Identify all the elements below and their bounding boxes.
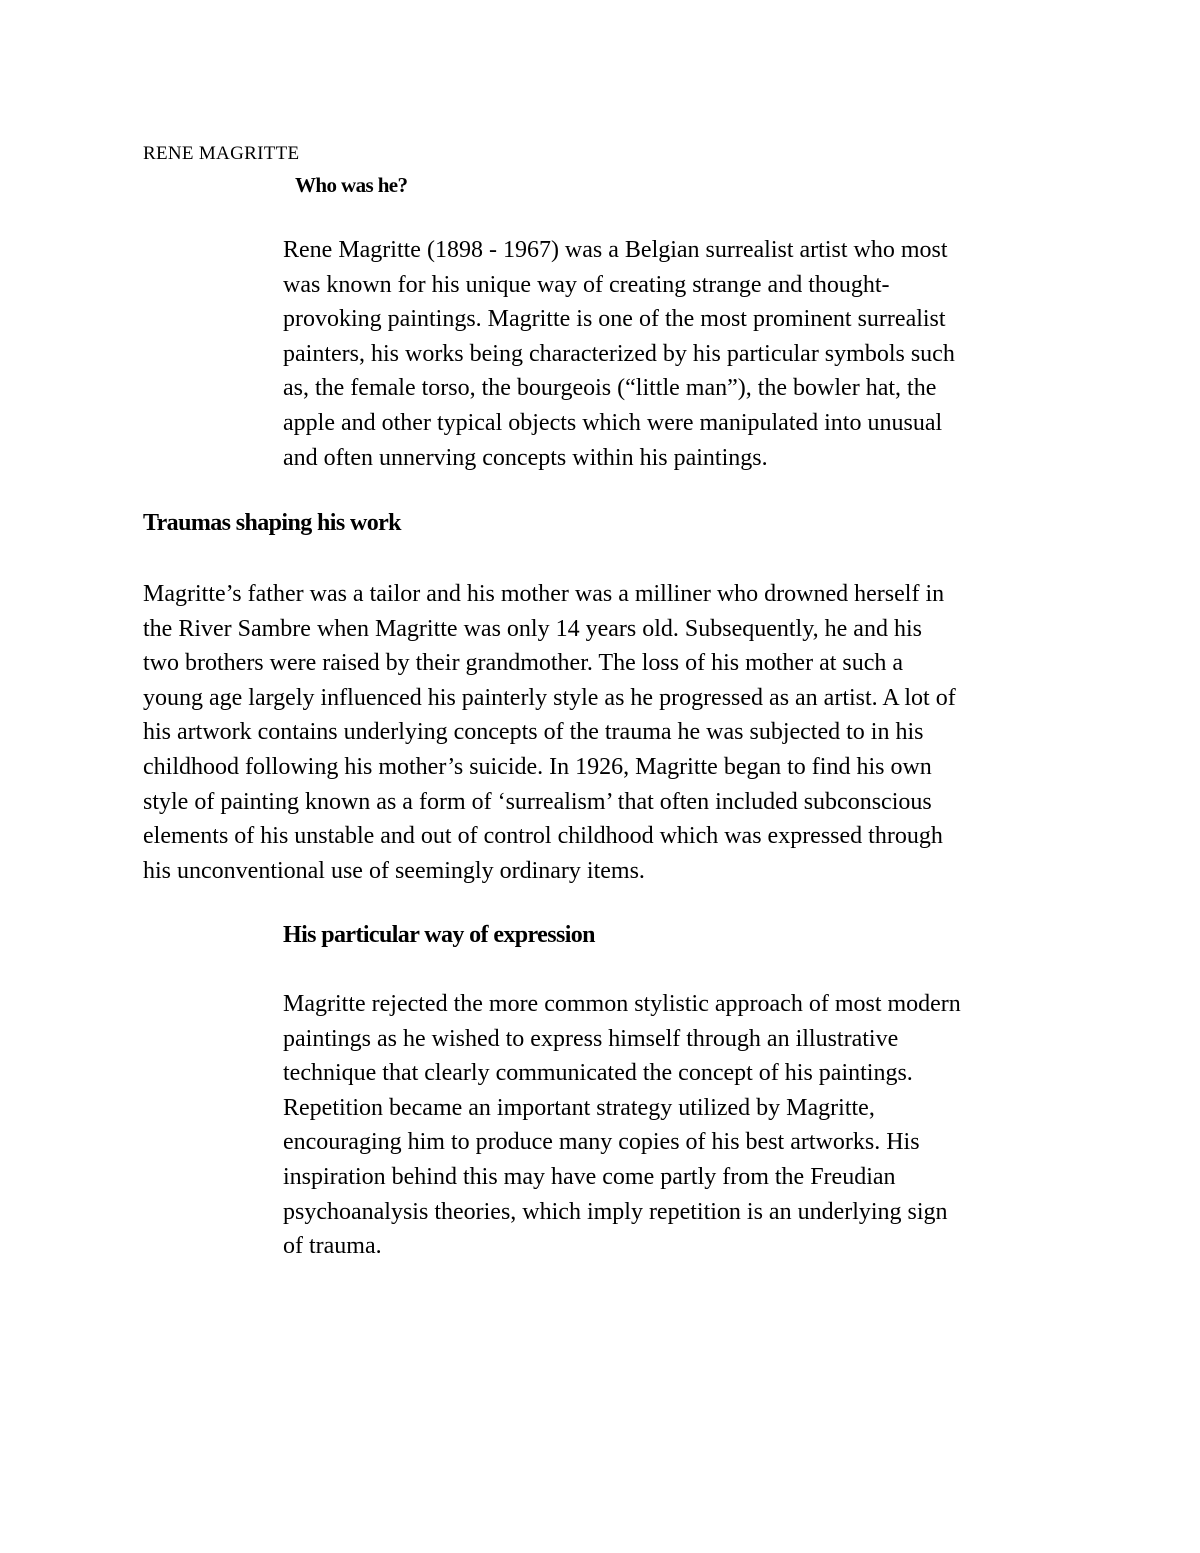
- section-body-traumas: Magritte’s father was a tailor and his mother was a milliner who drowned herself in the River Sambre when Magritte was only 14 years old. Subsequently, he and his two brothers were raised by their grandmother. The loss of his mother at such a young age largely influenced his painterly style as he progressed as an artist. A lot of his artwork contains underlying concepts of the trauma he was subjected to in his childhood following his mother’s suicide. In 1926, Magritte began to find his own style of painting known as a form of ‘surrealism’ that often included subconscious elements of his unstable and out of control childhood which was expressed through his unconventional use of seemingly ordinary items.: [143, 581, 956, 884]
- section-body-who-was-he: Rene Magritte (1898 - 1967) was a Belgian surrealist artist who most was known for his unique way of creating strange and thought- provoking paintings. Magritte is one of the most prominent surrealist painters, his works being characterized by his particular symbols such as, the female torso, the bourgeois (“little man”), the bowler hat, the apple and other typical objects which were manipulated into unusual and often unnerving concepts within his paintings.: [283, 237, 955, 471]
- section-heading-who-was-he: Who was he?: [295, 173, 408, 197]
- document-title: RENE MAGRITTE: [143, 143, 300, 164]
- section-heading-expression: His particular way of expression: [283, 922, 595, 948]
- section-heading-traumas: Traumas shaping his work: [143, 510, 401, 536]
- section-body-expression: Magritte rejected the more common stylistic approach of most modern paintings as he wished to express himself through an illustrative technique that clearly communicated the concept of his paintings. Repetition became an important strategy utilized by Magritte, encouraging him to produce many copies of his best artworks. His inspiration behind this may have come partly from the Freudian psychoanalysis theories, which imply repetition is an underlying sign of trauma.: [283, 991, 961, 1260]
